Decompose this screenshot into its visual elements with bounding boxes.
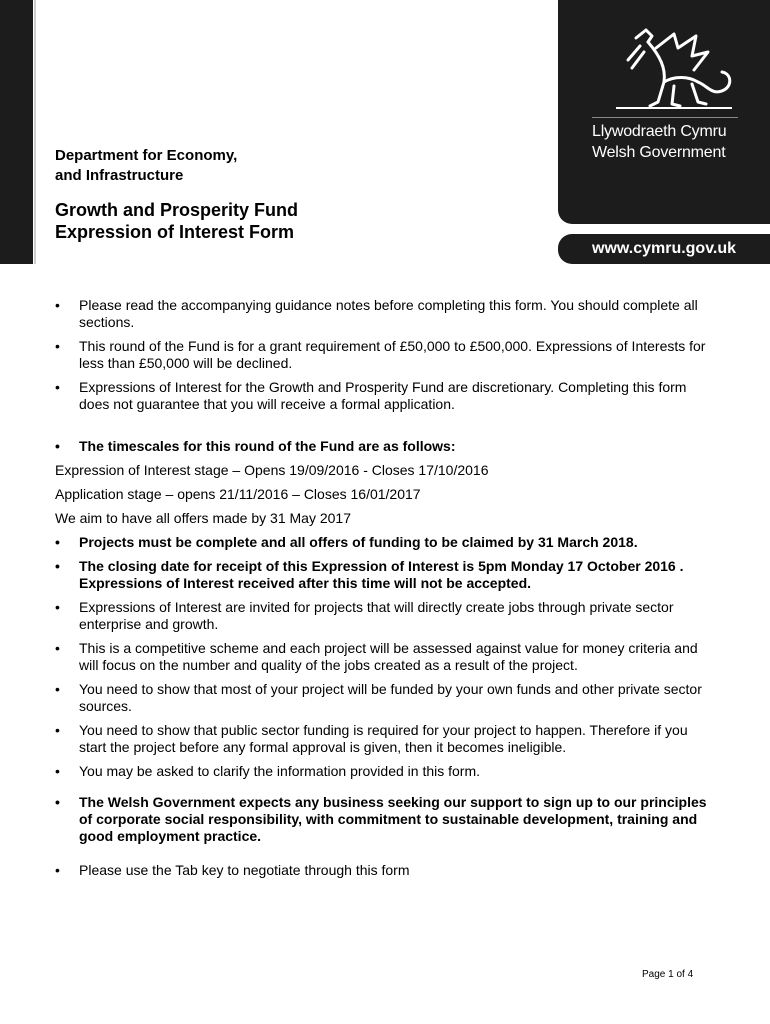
welsh-government-logo-block [558, 0, 770, 224]
logo-divider [592, 117, 738, 118]
brand-name-english: Welsh Government [592, 144, 726, 161]
list-item: • You need to show that public sector funding is required for your project to happen. Therefore if you start the project before any formal approval is given, then it becomes ineligible. [55, 722, 688, 755]
application-stage-dates: Application stage – opens 21/11/2016 – Closes 16/01/2017 [55, 486, 421, 502]
timescales-heading: • The timescales for this round of the Fund are as follows: [55, 438, 456, 454]
form-instructions [55, 297, 717, 879]
welsh-dragon-icon [608, 26, 738, 114]
eoi-stage-dates: Expression of Interest stage – Opens 19/09/2016 - Closes 17/10/2016 [55, 462, 489, 478]
left-decor-line [34, 0, 36, 264]
page-number: Page 1 of 4 [642, 969, 694, 980]
tab-key-hint: • Please use the Tab key to negotiate through this form [55, 862, 410, 878]
csr-statement: • The Welsh Government expects any business seeking our support to sign up to our principles of corporate social responsibility, with commitment to sustainable development, training and good employment practice. [55, 794, 707, 844]
list-item: • Please read the accompanying guidance notes before completing this form. You should complete all sections. [55, 297, 698, 330]
list-item: • Expressions of Interest are invited for projects that will directly create jobs through private sector enterprise and growth. [55, 599, 674, 632]
list-item: • Expressions of Interest for the Growth and Prosperity Fund are discretionary. Completing this form does not guarantee that you will receive a formal application. [55, 379, 687, 412]
list-item: • This round of the Fund is for a grant requirement of £50,000 to £500,000. Expressions of Interests for less than £50,000 will be declined. [55, 338, 706, 371]
form-title: Growth and Prosperity Fund Expression of Interest Form [55, 200, 299, 242]
list-item: • Projects must be complete and all offers of funding to be claimed by 31 March 2018. [55, 534, 638, 550]
left-decor-bar [0, 0, 33, 264]
list-item: • This is a competitive scheme and each project will be assessed against value for money criteria and will focus on the number and quality of the jobs created as a result of the project. [55, 640, 698, 673]
list-item: • The closing date for receipt of this Expression of Interest is 5pm Monday 17 October 2016 . Expressions of Interest received after this time will not be accepted. [55, 558, 684, 591]
brand-url: www.cymru.gov.uk [558, 234, 770, 264]
brand-name-welsh: Llywodraeth Cymru [592, 123, 727, 140]
department-name: Department for Economy, and Infrastructure [55, 147, 238, 184]
list-item: • You need to show that most of your project will be funded by your own funds and other private sector sources. [55, 681, 702, 714]
offers-date: We aim to have all offers made by 31 May 2017 [55, 510, 351, 526]
list-item: • You may be asked to clarify the information provided in this form. [55, 763, 481, 779]
